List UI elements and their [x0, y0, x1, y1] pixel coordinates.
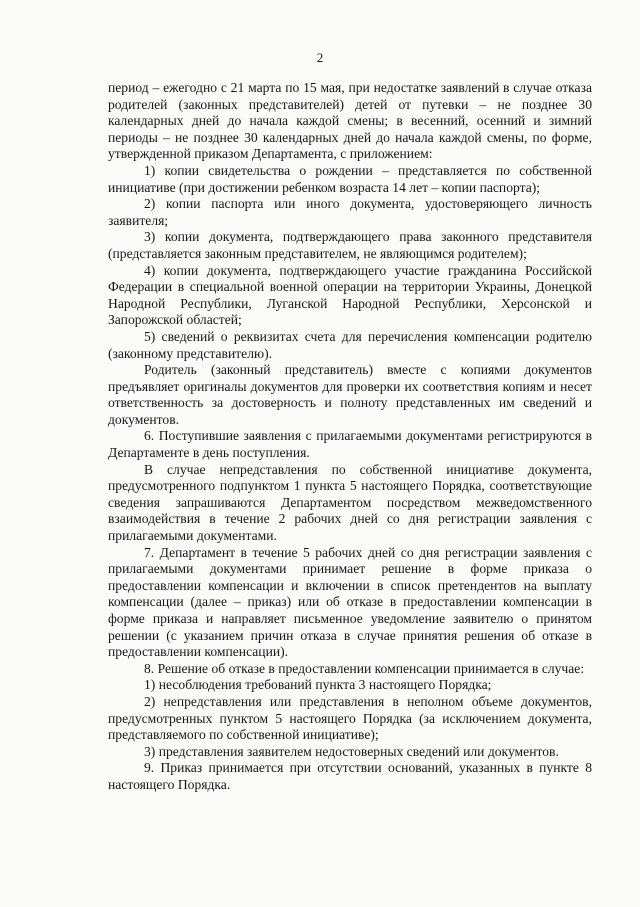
document-body [108, 80, 592, 794]
paragraph-clause-6: 6. Поступившие заявления с прилагаемыми документами регистрируются в Департаменте в день поступления. [108, 428, 592, 461]
paragraph-interagency-request: В случае непредставления по собственной инициативе документа, предусмотренного подпунктом 1 пункта 5 настоящего Порядка, соответствующие сведения запрашиваются Департаментом посредством межведомственного взаимодействия в течение 2 рабочих дней со дня регистрации заявления с прилагаемыми документами. [108, 461, 592, 544]
paragraph-originals: Родитель (законный представитель) вместе с копиями документов предъявляет оригиналы документов для проверки их соответствия копиям и несет ответственность за достоверность и полноту представленных им сведений и документов. [108, 362, 592, 427]
paragraph-item-military-operation: 4) копии документа, подтверждающего участие гражданина Российской Федерации в специальной военной операции на территории Украины, Донецкой Народной Республики, Луганской Народной Республики, Херсонской и Запорожской областей; [108, 262, 592, 328]
paragraph-item-bank-details: 5) сведений о реквизитах счета для перечисления компенсации родителю (законному представителю). [108, 328, 592, 361]
paragraph-clause-7: 7. Департамент в течение 5 рабочих дней со дня регистрации заявления с прилагаемыми документами принимает решение в форме приказа о предоставлении компенсации и включении в список претендентов на выплату компенсации (далее – приказ) или об отказе в предоставлении компенсации в форме приказа и направляет письменное уведомление заявителю о принятом решении (с указанием причин отказа в случае принятия решения об отказе в предоставлении компенсации). [108, 544, 592, 660]
paragraph-clause-8: 8. Решение об отказе в предоставлении компенсации принимается в случае: [144, 660, 585, 676]
paragraph-refusal-reason-3: 3) представления заявителем недостоверных сведений или документов. [144, 743, 559, 759]
paragraph-item-legal-representative: 3) копии документа, подтверждающего права законного представителя (представляется законным представителем, не являющимся родителем); [108, 229, 592, 261]
paragraph-item-birth-certificate: 1) копии свидетельства о рождении – представляется по собственной инициативе (при достижении ребенком возраста 14 лет – копии паспорта); [108, 162, 592, 195]
paragraph-period-continuation: период – ежегодно с 21 марта по 15 мая, при недостатке заявлений в случае отказа родителей (законных представителей) детей от путевки – не позднее 30 календарных дней до начала каждой смены; в весенний, осенний и зимний периоды – не позднее 30 календарных дней до начала каждой смены, по форме, утвержденной приказом Департамента, с приложением: [108, 80, 592, 162]
paragraph-refusal-reason-1: 1) несоблюдения требований пункта 3 настоящего Порядка; [144, 677, 492, 693]
paragraph-item-passport: 2) копии паспорта или иного документа, удостоверяющего личность заявителя; [108, 196, 592, 228]
paragraph-refusal-reason-2: 2) непредставления или представления в неполном объеме документов, предусмотренных пунктом 5 настоящего Порядка (за исключением документа, представляемого по собственной инициативе); [108, 693, 592, 743]
page-number: 2 [316, 50, 324, 65]
paragraph-clause-9: 9. Приказ принимается при отсутствии оснований, указанных в пункте 8 настоящего Порядка. [108, 760, 592, 792]
